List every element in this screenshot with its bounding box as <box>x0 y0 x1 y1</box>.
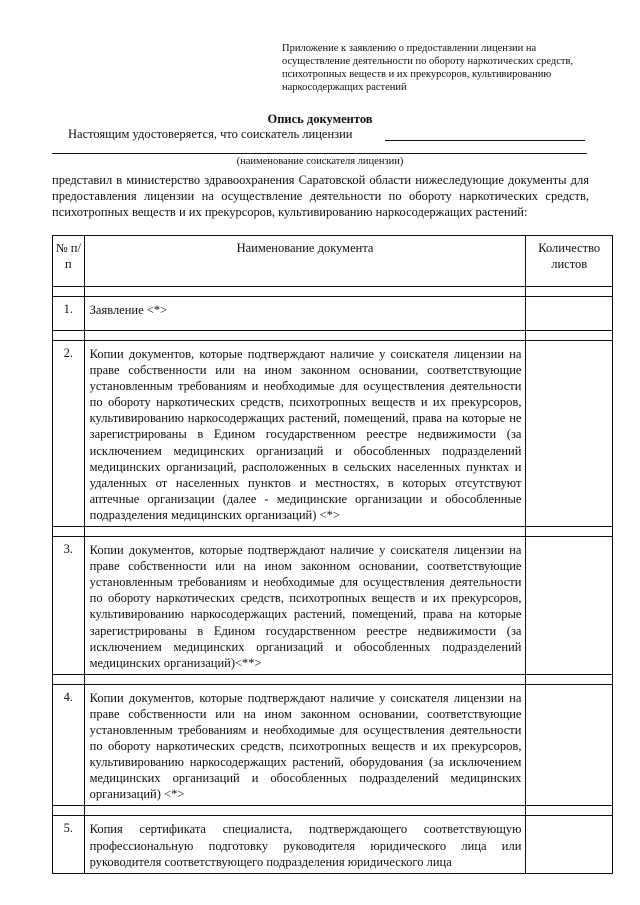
table-row <box>53 684 613 806</box>
applicant-name-line <box>385 140 585 141</box>
row-sheet-count <box>526 537 613 675</box>
applicant-name-line-full <box>52 153 587 154</box>
spacer-row <box>53 527 613 537</box>
header-sheet-count: Количество листов <box>526 236 613 287</box>
table-row <box>53 297 613 331</box>
table-row <box>53 816 613 873</box>
row-number: 2. <box>53 341 85 527</box>
row-document-name: Копии документов, которые подтверждают наличие у соискателя лицензии на праве собственности или на ином законном основании, соответствующие установленным требованиям и необходимые для осуществления деятельности по обороту наркотических средств, психотропных веществ и их прекурсоров, культивированию наркосодержащих растений, помещений, права на которые зарегистрированы в Едином государственном реестре недвижимости (за исключением медицинских организаций и обособленных подразделений медицинских организаций)<**> <box>84 537 526 675</box>
row-document-name: Заявление <*> <box>84 297 526 331</box>
row-document-name: Копии документов, которые подтверждают наличие у соискателя лицензии на праве собственности или на ином законном основании, соответствующие установленным требованиям и необходимые для осуществления деятельности по обороту наркотических средств, психотропных веществ и их прекурсоров, культивированию наркосодержащих растений, оборудования (за исключением медицинских организаций и обособленных подразделений медицинских организаций) <*> <box>84 684 526 806</box>
row-sheet-count <box>526 341 613 527</box>
header-number: № п/п <box>53 236 85 287</box>
row-number: 1. <box>53 297 85 331</box>
row-number: 5. <box>53 816 85 873</box>
spacer-row <box>53 674 613 684</box>
document-title: Опись документов <box>267 112 373 126</box>
row-sheet-count <box>526 816 613 873</box>
documents-table <box>52 235 613 874</box>
row-number: 3. <box>53 537 85 675</box>
spacer-row <box>53 287 613 297</box>
table-row <box>53 537 613 675</box>
spacer-row <box>53 331 613 341</box>
row-sheet-count <box>526 684 613 806</box>
applicant-caption: (наименование соискателя лицензии) <box>236 156 404 167</box>
row-document-name: Копии документов, которые подтверждают наличие у соискателя лицензии на праве собственности или на ином законном основании, соответствующие установленным требованиям и необходимые для осуществления деятельности по обороту наркотических средств, психотропных веществ и их прекурсоров, культивированию наркосодержащих растений, помещений, права на которые не зарегистрированы в Едином государственном реестре недвижимости (за исключением медицинских организаций и обособленных подразделений медицинских организаций, расположенных в сельских населенных пунктах и удаленных от населенных пунктов и местностях, в которых отсутствуют аптечные организации (далее - медицинские организации и обособленные подразделения медицинских организаций) <*> <box>84 341 526 527</box>
row-document-name: Копия сертификата специалиста, подтверждающего соответствующую профессиональную подготовку руководителя юридического лица или руководителя соответствующего подразделения юридического лица <box>84 816 526 873</box>
table-row <box>53 341 613 527</box>
row-sheet-count <box>526 297 613 331</box>
table-header-row <box>53 236 613 287</box>
spacer-row <box>53 806 613 816</box>
row-number: 4. <box>53 684 85 806</box>
intro-paragraph: представил в министерство здравоохранения Саратовской области нижеследующие документы для предоставления лицензии на осуществление деятельности по обороту наркотических средств, психотропных веществ и их прекурсоров, культивированию наркосодержащих растений: <box>52 173 589 220</box>
attachment-note: Приложение к заявлению о предоставлении лицензии на осуществление деятельности по обороту наркотических средств, психотропных веществ и их прекурсоров, культивированию наркосодержащих растений <box>282 43 574 93</box>
certify-statement: Настоящим удостоверяется, что соискатель лицензии <box>68 127 353 141</box>
header-document-name: Наименование документа <box>84 236 526 287</box>
